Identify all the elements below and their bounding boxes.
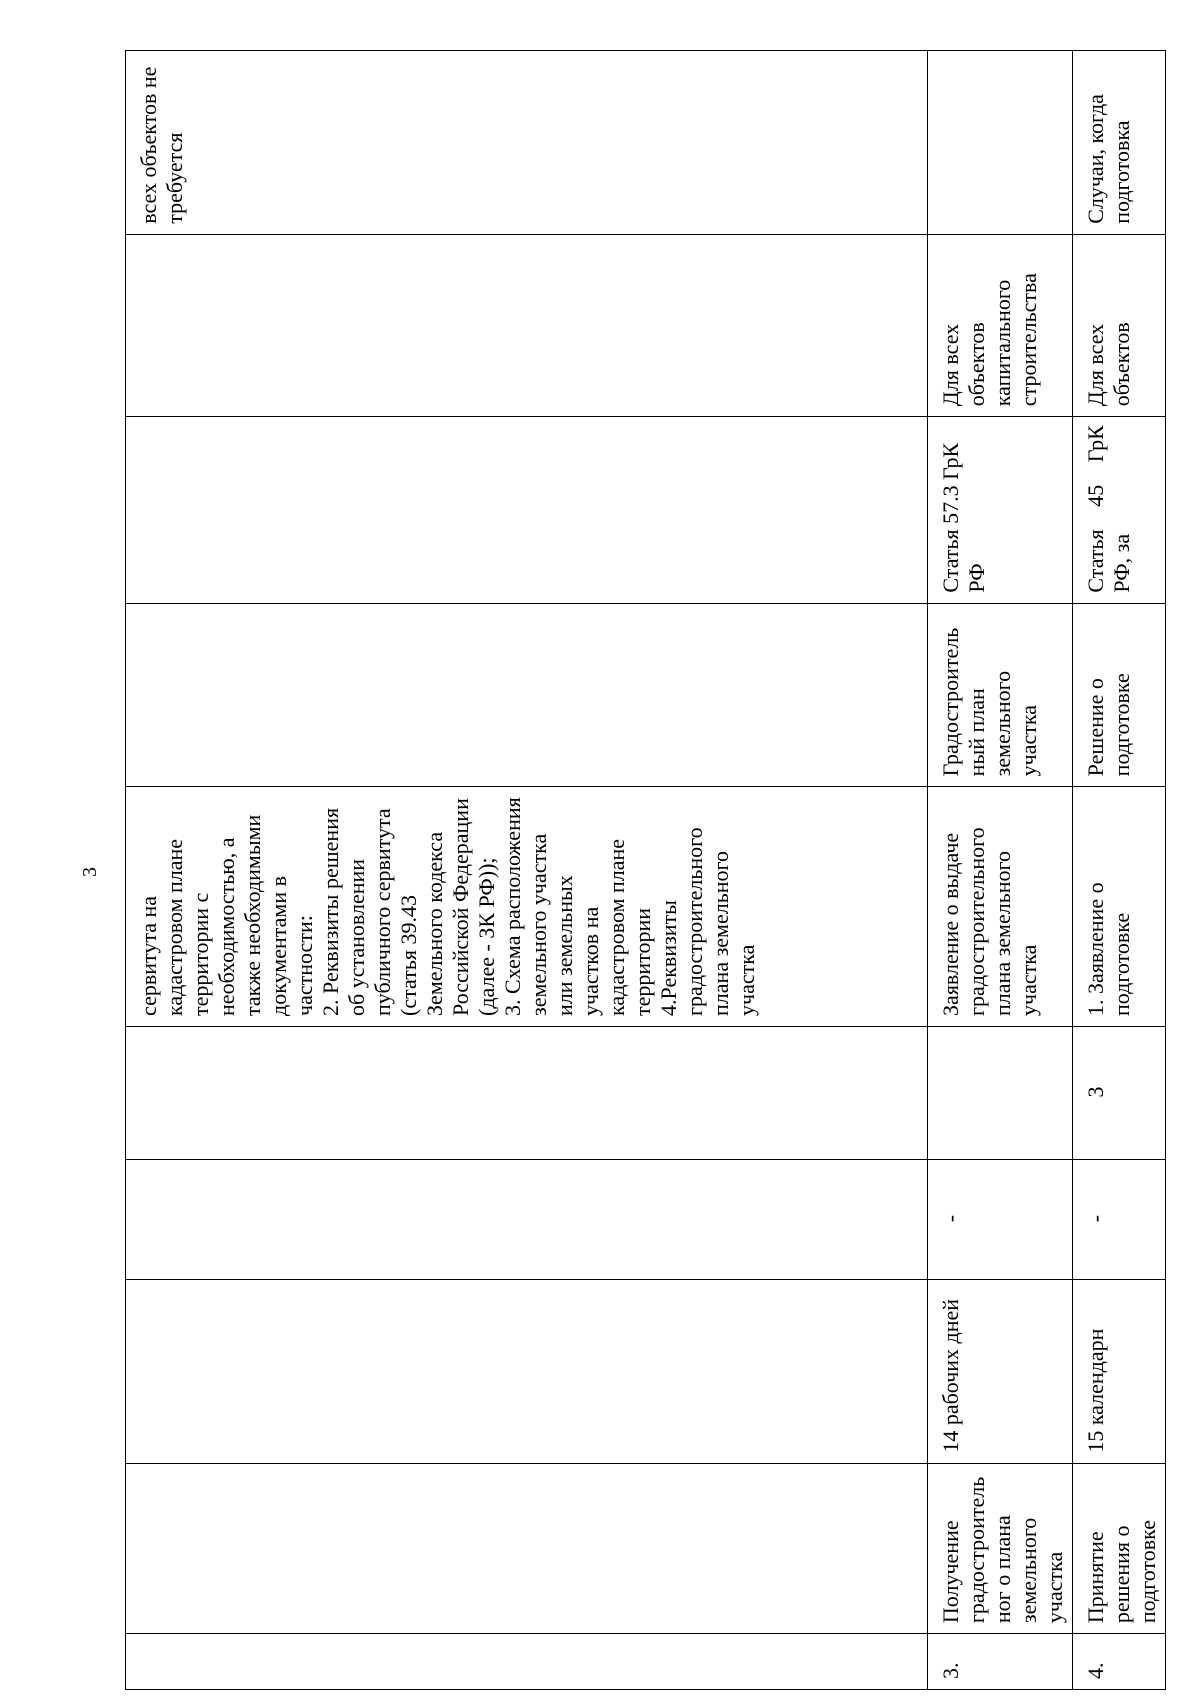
procedures-table — [125, 50, 1166, 1690]
documents-text: сервитута на кадастровом плане территории с необходимостью, а также необходимыми документами в частности: 2. Реквизиты решения об установлении публичного сервитута (статья 39.43 Земельного кодекса Российской Федерации (далее - ЗК РФ)); 3. Схема расположения земельного участка или земельных участков на кадастровом плане территории 4.Реквизиты градостроительного плана земельного участка — [136, 797, 759, 1016]
cell-objects: Для всех объектов — [1073, 234, 1166, 416]
cell-term: 14 рабочих дней — [928, 1279, 1073, 1463]
cell-col5 — [928, 1026, 1073, 1159]
cell-num: 3. — [928, 1634, 1073, 1690]
cell-num: 4. — [1073, 1634, 1166, 1690]
cell-col5: 3 — [1073, 1026, 1166, 1159]
cell-col4 — [126, 1160, 928, 1280]
cell-result: Решение о подготовке — [1073, 603, 1166, 787]
table-row — [928, 51, 1073, 1690]
cell-note: Случаи, когда подготовка — [1073, 51, 1166, 235]
cell-basis: Статья 57.3 ГрК РФ — [928, 417, 1073, 603]
cell-documents — [126, 787, 928, 1027]
cell-documents: 1. Заявление о подготовке — [1073, 787, 1166, 1027]
table-row-continuation — [126, 51, 928, 1690]
page-number: 3 — [79, 867, 101, 877]
cell-col4: - — [928, 1160, 1073, 1280]
cell-name: Принятие решения о подготовке — [1073, 1463, 1166, 1633]
cell-term: 15 календарн — [1073, 1279, 1166, 1463]
cell-name: Получение градостроительног о плана земельного участка — [928, 1463, 1073, 1633]
cell-result — [126, 603, 928, 787]
cell-name — [126, 1463, 928, 1633]
cell-objects: Для всех объектов капитального строительства — [928, 234, 1073, 416]
cell-objects — [126, 234, 928, 416]
rotated-table-container — [125, 50, 1160, 1690]
cell-documents: Заявление о выдаче градостроительного плана земельного участка — [928, 787, 1073, 1027]
cell-note: всех объектов не требуется — [126, 51, 928, 235]
table-row — [1073, 51, 1166, 1690]
cell-result: Градостроитель ный план земельного участка — [928, 603, 1073, 787]
cell-col4: - — [1073, 1160, 1166, 1280]
cell-basis: Статья 45 ГрК РФ, за — [1073, 417, 1166, 603]
cell-num — [126, 1634, 928, 1690]
cell-col5 — [126, 1026, 928, 1159]
cell-term — [126, 1279, 928, 1463]
cell-note — [928, 51, 1073, 235]
cell-basis — [126, 417, 928, 603]
